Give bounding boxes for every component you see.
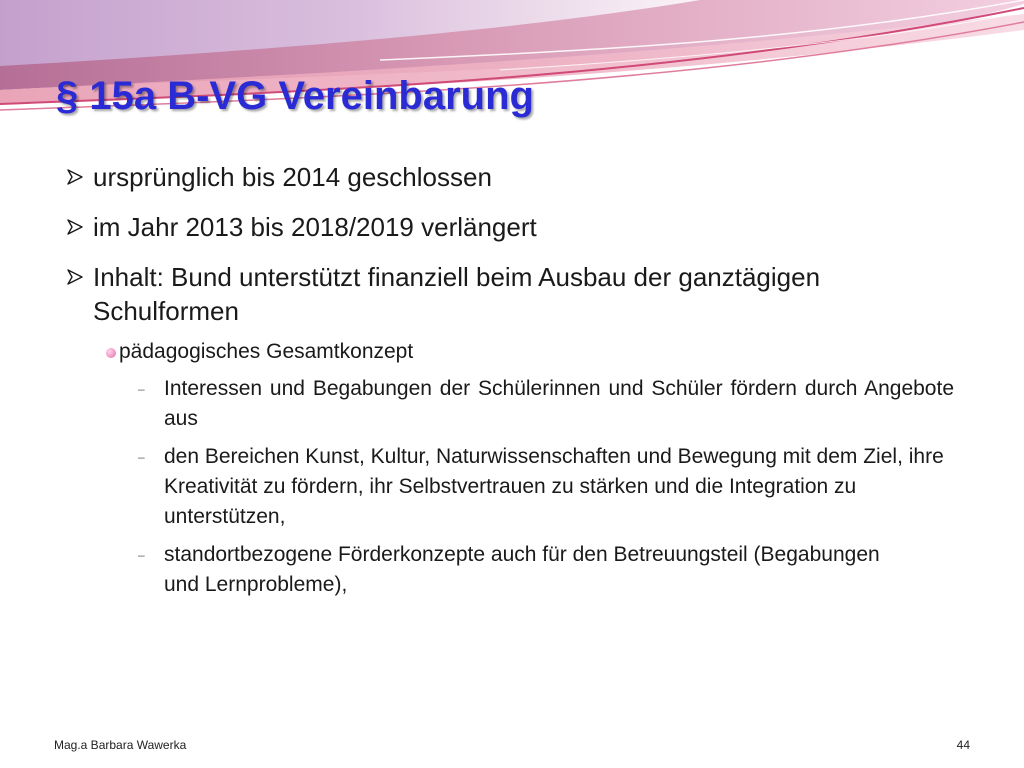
bullet-item	[66, 260, 873, 328]
sub-sub-bullet-text: standortbezogene Förderkonzepte auch für den Betreuungsteil (Begabungen und Lernprobleme),	[164, 543, 880, 596]
dash-bullet-icon: –	[138, 548, 145, 562]
arrow-bullet-icon	[66, 168, 84, 186]
sub-sub-bullet-text: Interessen und Begabungen der Schülerinnen und Schüler fördern durch Angebote aus	[164, 377, 954, 430]
sub-sub-bullet-item	[66, 540, 884, 600]
sub-sub-bullet-text: den Bereichen Kunst, Kultur, Naturwissenschaften und Bewegung mit dem Ziel, ihre Kreativität zu fördern, ihr Selbstvertrauen zu stärken und die Integration zu unterstützen,	[164, 445, 944, 528]
arrow-bullet-icon	[66, 218, 84, 236]
sub-sub-bullet-item	[66, 442, 954, 532]
dash-bullet-icon: –	[138, 382, 145, 396]
arrow-bullet-icon	[66, 268, 84, 286]
bullet-text: ursprünglich bis 2014 geschlossen	[93, 162, 492, 192]
page-number: 44	[956, 738, 970, 752]
dash-bullet-icon: –	[138, 450, 145, 464]
bullet-text: im Jahr 2013 bis 2018/2019 verlängert	[93, 212, 537, 242]
pink-dot-icon	[106, 348, 116, 358]
bullet-text: Inhalt: Bund unterstützt finanziell beim Ausbau der ganztägigen Schulformen	[93, 262, 821, 326]
bullet-item	[66, 160, 966, 194]
sub-bullet-text: pädagogisches Gesamtkonzept	[119, 340, 414, 363]
bullet-item	[66, 210, 966, 244]
slide-content	[66, 160, 966, 608]
sub-bullet-item	[66, 338, 966, 366]
footer-author: Mag.a Barbara Wawerka	[54, 738, 187, 752]
slide-title: § 15a B-VG Vereinbarung	[56, 74, 534, 118]
sub-sub-bullet-item	[66, 374, 954, 434]
